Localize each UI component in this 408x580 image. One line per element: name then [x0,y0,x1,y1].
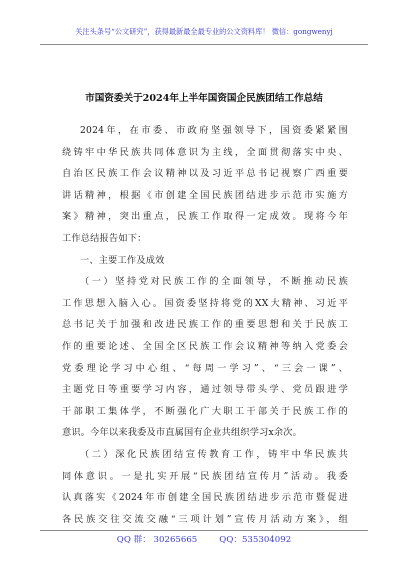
footer-divider [40,530,368,531]
body-line: 主题党日等重要学习内容，通过领导带头学、党员跟进学 [62,384,348,396]
body-line: 一、主要工作及成效 [80,254,165,266]
body-line: 案》精神，突出重点，民族工作取得一定成效。现将今年 [62,211,348,223]
body-line: （一）坚持党对民族工作的全面领导，不断推动民族 [80,276,348,288]
header-notice: 关注头条号“公文研究”，获得最新最全最专业的公文资料库！ 微信：gongwenyj [75,27,333,36]
body-line: 绕铸牢中华民族共同体意识为主线，全面贯彻落实中央、 [62,146,348,158]
qq-number: QQ：535304092 [219,535,292,545]
body-line: 各民族交往交流交融“三项计划”宣传月活动方案》，组 [62,513,348,525]
body-line: 干部职工集体学，不断强化广大职工干部关于民族工作的 [62,405,348,417]
body-line: 自治区民族工作会议精神以及习近平总书记视察广西重要 [62,168,348,180]
document-title: 市国资委关于2024年上半年国资国企民族团结工作总结 [85,93,323,104]
document-body [62,120,348,530]
body-line: （二）深化民族团结宣传教育工作，铸牢中华民族共 [80,448,348,460]
body-line: 讲话精神，根据《市创建全国民族团结进步示范市实施方 [62,189,348,201]
header-divider [40,44,368,45]
body-line: 总书记关于加强和改进民族工作的重要思想和关于民族工 [62,319,348,331]
body-line: 作的重要论述、全国全区民族工作会议精神等纳入党委会 [62,340,348,352]
body-line: 认真落实《2024年市创建全国民族团结进步示范市暨促进 [62,492,348,504]
body-line: 党委理论学习中心组、“每周一学习”、“三会一课”、 [62,362,348,374]
body-line: 2024年，在市委、市政府坚强领导下，国资委紧紧围 [80,125,348,136]
qq-group-number: QQ 群： 30265665 [116,535,198,545]
footer-contacts [40,534,368,546]
body-line: 工作总结报告如下： [62,232,147,244]
body-line: 意识。今年以来我委及市直属国有企业共组织学习x余次。 [62,427,303,439]
body-line: 同体意识。一是扎实开展“民族团结宣传月”活动。我委 [62,470,348,482]
body-line: 工作思想入脑入心。国资委坚持将党的XX大精神、习近平 [62,297,348,309]
